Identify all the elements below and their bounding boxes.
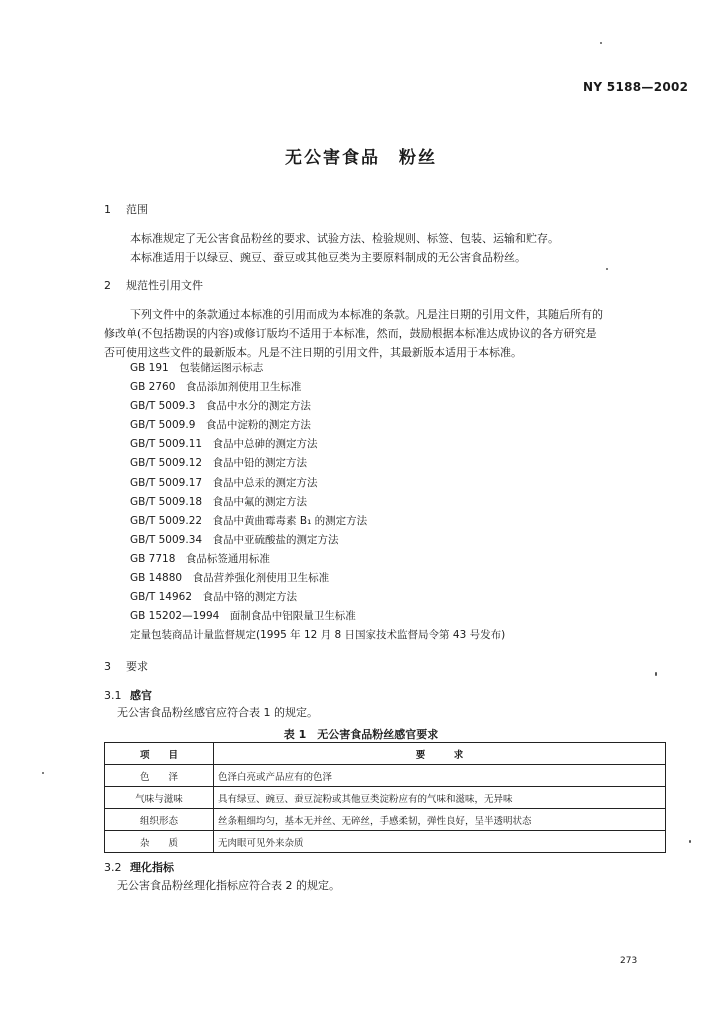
table-cell: 组织形态: [105, 809, 214, 831]
scan-speck: [600, 42, 602, 44]
subsection-title: 感官: [130, 689, 152, 702]
table-row: [105, 787, 666, 809]
section-3-heading: [104, 658, 148, 674]
table-cell: 色 泽: [105, 765, 214, 787]
reference-item: GB/T 5009.3 食品中水分的测定方法: [130, 400, 311, 413]
reference-item: GB/T 5009.34 食品中亚硫酸盐的测定方法: [130, 533, 339, 546]
column-header: 要 求: [214, 743, 666, 765]
reference-item: GB 7718 食品标签通用标准: [130, 552, 270, 565]
section-number: 2: [104, 279, 111, 292]
section-number: 3: [104, 660, 111, 673]
paragraph-line: 修改单(不包括勘误的内容)或修订版均不适用于本标准，然而，鼓励根据本标准达成协议的各方研究是: [104, 327, 597, 340]
paragraph: 本标准规定了无公害食品粉丝的要求、试验方法、检验规则、标签、包装、运输和贮存。: [130, 232, 559, 245]
table-row: [105, 809, 666, 831]
reference-item: GB 15202—1994 面制食品中铝限量卫生标准: [130, 610, 356, 623]
section-title: 要求: [126, 660, 148, 673]
column-header: 项 目: [105, 743, 214, 765]
reference-item: GB 14880 食品营养强化剂使用卫生标准: [130, 572, 330, 585]
subsection-number: 3.2: [104, 861, 122, 874]
table-caption: 表 1 无公害食品粉丝感官要求: [283, 728, 439, 741]
scan-speck: [689, 840, 691, 843]
paragraph: 本标准适用于以绿豆、豌豆、蚕豆或其他豆类为主要原料制成的无公害食品粉丝。: [130, 251, 526, 264]
table-row: [105, 765, 666, 787]
subsection-3-2-heading: [104, 859, 174, 875]
reference-item: 定量包装商品计量监督规定(1995 年 12 月 8 日国家技术监督局令第 43 号发布): [130, 629, 506, 642]
paragraph: 无公害食品粉丝理化指标应符合表 2 的规定。: [117, 879, 340, 892]
sensory-requirements-table: [104, 742, 666, 853]
section-title: 范围: [126, 203, 148, 216]
subsection-number: 3.1: [104, 689, 122, 702]
table-cell: 无肉眼可见外来杂质: [214, 831, 666, 853]
reference-item: GB/T 5009.18 食品中氟的测定方法: [130, 495, 308, 508]
table-cell: 具有绿豆、豌豆、蚕豆淀粉或其他豆类淀粉应有的气味和滋味，无异味: [214, 787, 666, 809]
reference-list: [130, 359, 505, 645]
subsection-3-1-heading: [104, 687, 152, 703]
table-header-row: [105, 743, 666, 765]
table-cell: 色泽白亮或产品应有的色泽: [214, 765, 666, 787]
scan-speck: [655, 672, 657, 676]
table-cell: 气味与滋味: [105, 787, 214, 809]
reference-item: GB/T 5009.17 食品中总汞的测定方法: [130, 476, 318, 489]
reference-item: GB/T 5009.12 食品中铅的测定方法: [130, 457, 308, 470]
reference-item: GB/T 5009.22 食品中黄曲霉毒素 B₁ 的测定方法: [130, 514, 368, 527]
page-number: 273: [620, 956, 638, 966]
paragraph-line: 下列文件中的条款通过本标准的引用而成为本标准的条款。凡是注日期的引用文件，其随后所有的: [130, 308, 603, 321]
section-title: 规范性引用文件: [126, 279, 203, 292]
standard-code: NY 5188—2002: [583, 80, 689, 94]
table-cell: 杂 质: [105, 831, 214, 853]
reference-item: GB/T 5009.9 食品中淀粉的测定方法: [130, 419, 311, 432]
section-2-heading: [104, 277, 203, 293]
section-1-heading: [104, 201, 148, 217]
subsection-title: 理化指标: [130, 861, 174, 874]
scan-speck: [42, 772, 44, 774]
reference-item: GB 191 包装储运图示标志: [130, 362, 264, 374]
reference-item: GB/T 14962 食品中铬的测定方法: [130, 591, 298, 604]
table-cell: 丝条粗细均匀，基本无并丝、无碎丝，手感柔韧，弹性良好，呈半透明状态: [214, 809, 666, 831]
reference-item: GB 2760 食品添加剂使用卫生标准: [130, 381, 302, 394]
document-title: 无公害食品 粉丝: [285, 148, 437, 168]
paragraph: 无公害食品粉丝感官应符合表 1 的规定。: [117, 706, 318, 719]
table-row: [105, 831, 666, 853]
reference-item: GB/T 5009.11 食品中总砷的测定方法: [130, 438, 318, 451]
section-number: 1: [104, 203, 111, 216]
scan-speck: [606, 268, 608, 270]
paragraph-line: 否可使用这些文件的最新版本。凡是不注日期的引用文件，其最新版本适用于本标准。: [104, 346, 522, 359]
